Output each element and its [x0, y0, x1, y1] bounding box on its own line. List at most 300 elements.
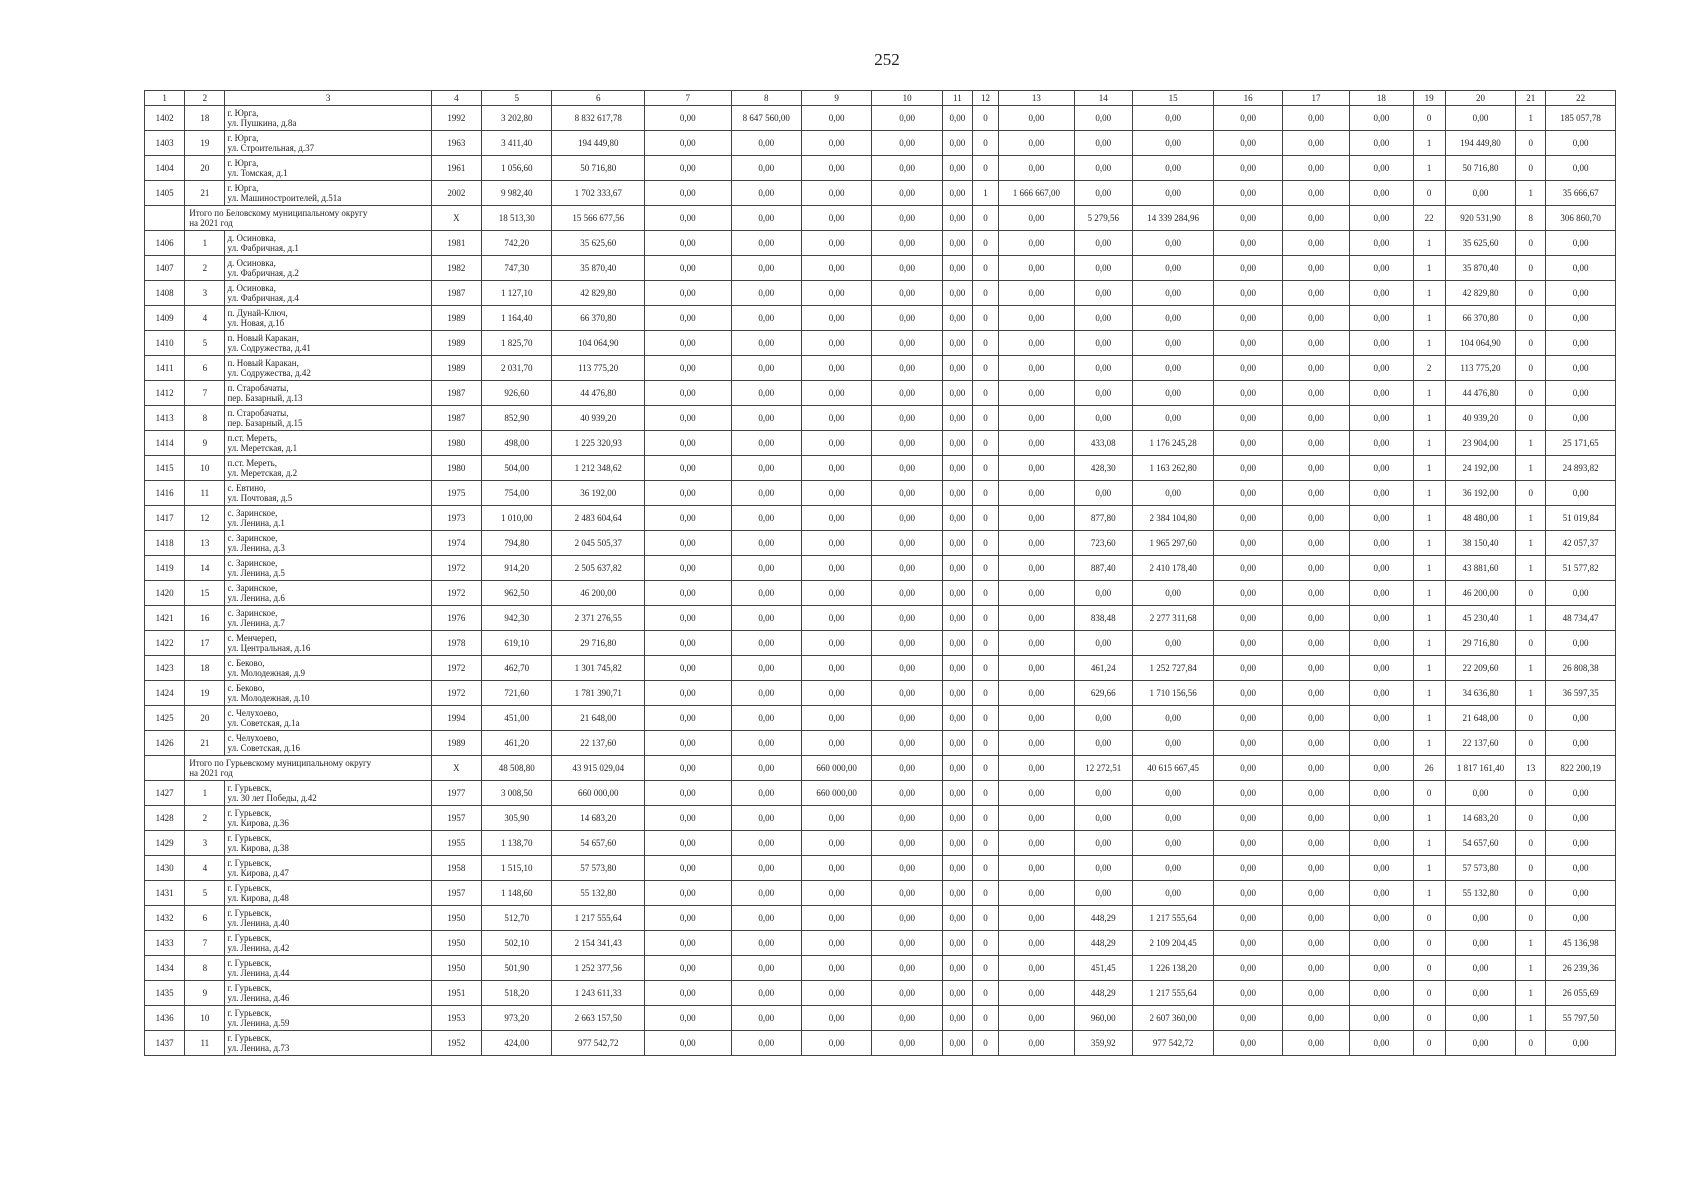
- table-row: [145, 956, 1616, 981]
- row-number: 1433: [145, 931, 185, 956]
- value-cell: 0,00: [999, 606, 1074, 631]
- value-cell: 0,00: [999, 781, 1074, 806]
- value-cell: 0,00: [999, 506, 1074, 531]
- value-cell: 0: [972, 406, 998, 431]
- value-cell: 9 982,40: [482, 181, 552, 206]
- value-cell: 0,00: [801, 556, 871, 581]
- value-cell: 0,00: [942, 806, 972, 831]
- year-cell: 1958: [431, 856, 481, 881]
- year-cell: 1957: [431, 806, 481, 831]
- year-cell: 1963: [431, 131, 481, 156]
- value-cell: 0: [972, 981, 998, 1006]
- value-cell: 0,00: [801, 806, 871, 831]
- value-cell: 1 056,60: [482, 156, 552, 181]
- item-index: 15: [185, 581, 225, 606]
- value-cell: 23 904,00: [1445, 431, 1515, 456]
- address-cell: [225, 356, 431, 381]
- year-cell: 1980: [431, 456, 481, 481]
- value-cell: 0: [972, 281, 998, 306]
- value-cell: 38 150,40: [1445, 531, 1515, 556]
- year-cell: 1981: [431, 231, 481, 256]
- total-label-line2: на 2021 год: [189, 218, 233, 228]
- table-row: [145, 106, 1616, 131]
- value-cell: 0,00: [731, 831, 801, 856]
- address-cell-line2: ул. Советская, д.16: [227, 743, 300, 753]
- value-cell: 0,00: [645, 181, 732, 206]
- value-cell: 0: [972, 381, 998, 406]
- value-cell: 2: [1413, 356, 1445, 381]
- value-cell: 0,00: [645, 731, 732, 756]
- value-cell: 0,00: [1132, 131, 1213, 156]
- item-index: 3: [185, 281, 225, 306]
- value-cell: 0: [1413, 1031, 1445, 1056]
- value-cell: 0,00: [1546, 481, 1616, 506]
- value-cell: 0,00: [731, 906, 801, 931]
- value-cell: 26 055,69: [1546, 981, 1616, 1006]
- value-cell: 24 893,82: [1546, 456, 1616, 481]
- value-cell: 0,00: [1445, 906, 1515, 931]
- value-cell: 0,00: [1282, 231, 1349, 256]
- value-cell: 0,00: [1132, 406, 1213, 431]
- value-cell: 0: [972, 831, 998, 856]
- column-header: 13: [999, 91, 1074, 106]
- value-cell: 0,00: [1282, 206, 1349, 231]
- value-cell: 42 057,37: [1546, 531, 1616, 556]
- row-number: 1416: [145, 481, 185, 506]
- value-cell: 1: [1516, 681, 1546, 706]
- value-cell: 14 339 284,96: [1132, 206, 1213, 231]
- value-cell: 0,00: [645, 456, 732, 481]
- value-cell: 0,00: [999, 956, 1074, 981]
- address-cell-line1: г. Гурьевск,: [227, 958, 272, 968]
- value-cell: 0,00: [1074, 406, 1132, 431]
- address-cell-line1: с. Менчереп,: [227, 633, 277, 643]
- value-cell: 0: [1413, 956, 1445, 981]
- value-cell: 0,00: [999, 381, 1074, 406]
- column-header: 6: [552, 91, 645, 106]
- row-number: 1415: [145, 456, 185, 481]
- value-cell: 0,00: [1546, 856, 1616, 881]
- value-cell: 0,00: [645, 1006, 732, 1031]
- value-cell: 0,00: [1282, 281, 1349, 306]
- value-cell: 1: [1413, 581, 1445, 606]
- value-cell: 0,00: [1132, 806, 1213, 831]
- register-table: [144, 90, 1616, 1056]
- value-cell: 0: [1516, 256, 1546, 281]
- value-cell: 0,00: [1445, 181, 1515, 206]
- value-cell: 0,00: [1282, 931, 1349, 956]
- value-cell: 0: [972, 606, 998, 631]
- item-index: 12: [185, 506, 225, 531]
- value-cell: 0,00: [1074, 631, 1132, 656]
- value-cell: 0,00: [645, 406, 732, 431]
- value-cell: 0: [1413, 981, 1445, 1006]
- value-cell: 0,00: [1214, 581, 1282, 606]
- value-cell: 0,00: [1445, 1006, 1515, 1031]
- value-cell: 518,20: [482, 981, 552, 1006]
- value-cell: 0,00: [1282, 681, 1349, 706]
- value-cell: 1: [1413, 331, 1445, 356]
- value-cell: 0,00: [1282, 856, 1349, 881]
- value-cell: 36 192,00: [1445, 481, 1515, 506]
- value-cell: 0,00: [731, 531, 801, 556]
- value-cell: 0,00: [942, 681, 972, 706]
- year-cell: 1972: [431, 681, 481, 706]
- value-cell: 0,00: [1546, 831, 1616, 856]
- row-number: 1423: [145, 656, 185, 681]
- table-row: [145, 181, 1616, 206]
- value-cell: 22: [1413, 206, 1445, 231]
- value-cell: 977 542,72: [552, 1031, 645, 1056]
- address-cell-line1: г. Гурьевск,: [227, 908, 272, 918]
- address-cell: [225, 556, 431, 581]
- address-cell-line1: с. Заринское,: [227, 583, 278, 593]
- address-cell: [225, 406, 431, 431]
- address-cell-line2: пер. Базарный, д.13: [227, 393, 303, 403]
- value-cell: 0,00: [999, 931, 1074, 956]
- year-cell: 1989: [431, 306, 481, 331]
- year-cell: 1950: [431, 906, 481, 931]
- address-cell: [225, 956, 431, 981]
- address-cell: [225, 881, 431, 906]
- year-cell: 1982: [431, 256, 481, 281]
- value-cell: 0,00: [942, 781, 972, 806]
- value-cell: 0,00: [645, 806, 732, 831]
- value-cell: 0,00: [1132, 356, 1213, 381]
- value-cell: 51 019,84: [1546, 506, 1616, 531]
- value-cell: 0,00: [1132, 256, 1213, 281]
- value-cell: 0,00: [1132, 706, 1213, 731]
- table-row: [145, 506, 1616, 531]
- value-cell: 0,00: [1350, 631, 1413, 656]
- row-number: 1406: [145, 231, 185, 256]
- table-row: [145, 306, 1616, 331]
- value-cell: 0,00: [1074, 881, 1132, 906]
- year-cell: 1961: [431, 156, 481, 181]
- address-cell: [225, 1031, 431, 1056]
- value-cell: 0,00: [999, 131, 1074, 156]
- value-cell: 0,00: [1132, 156, 1213, 181]
- value-cell: 1: [1516, 456, 1546, 481]
- value-cell: 0: [1413, 906, 1445, 931]
- value-cell: 0,00: [1132, 831, 1213, 856]
- value-cell: 0,00: [1546, 731, 1616, 756]
- value-cell: 0,00: [942, 1006, 972, 1031]
- value-cell: 0,00: [872, 431, 942, 456]
- value-cell: 0,00: [731, 806, 801, 831]
- row-number: 1424: [145, 681, 185, 706]
- value-cell: 0,00: [1074, 781, 1132, 806]
- value-cell: 0,00: [645, 506, 732, 531]
- value-cell: 0,00: [1214, 981, 1282, 1006]
- value-cell: 0,00: [1445, 981, 1515, 1006]
- value-cell: 0,00: [1350, 956, 1413, 981]
- value-cell: 2 505 637,82: [552, 556, 645, 581]
- value-cell: 0: [972, 806, 998, 831]
- value-cell: 0: [1516, 581, 1546, 606]
- table-row: [145, 856, 1616, 881]
- value-cell: 0: [972, 206, 998, 231]
- value-cell: 34 636,80: [1445, 681, 1515, 706]
- value-cell: 451,45: [1074, 956, 1132, 981]
- value-cell: 0,00: [801, 656, 871, 681]
- value-cell: 1 138,70: [482, 831, 552, 856]
- value-cell: 2 410 178,40: [1132, 556, 1213, 581]
- column-header: 22: [1546, 91, 1616, 106]
- value-cell: 0,00: [942, 756, 972, 781]
- value-cell: 0,00: [1214, 481, 1282, 506]
- item-index: 4: [185, 306, 225, 331]
- value-cell: 0,00: [731, 856, 801, 881]
- value-cell: 0: [972, 231, 998, 256]
- address-cell-line1: с. Заринское,: [227, 558, 278, 568]
- value-cell: 1 225 320,93: [552, 431, 645, 456]
- table-row: [145, 656, 1616, 681]
- value-cell: 0,00: [942, 306, 972, 331]
- value-cell: 0,00: [942, 656, 972, 681]
- value-cell: 0,00: [1132, 331, 1213, 356]
- value-cell: 504,00: [482, 456, 552, 481]
- address-cell-line2: ул. Фабричная, д.1: [227, 243, 299, 253]
- value-cell: 0,00: [872, 181, 942, 206]
- row-number: 1435: [145, 981, 185, 1006]
- address-cell-line2: ул. Кирова, д.48: [227, 893, 289, 903]
- value-cell: 1 710 156,56: [1132, 681, 1213, 706]
- value-cell: 462,70: [482, 656, 552, 681]
- value-cell: 0,00: [731, 456, 801, 481]
- value-cell: 0,00: [1214, 831, 1282, 856]
- value-cell: 0,00: [801, 306, 871, 331]
- value-cell: 0: [972, 656, 998, 681]
- value-cell: 0,00: [942, 356, 972, 381]
- value-cell: 852,90: [482, 406, 552, 431]
- value-cell: 0,00: [1214, 1031, 1282, 1056]
- value-cell: 12 272,51: [1074, 756, 1132, 781]
- year-cell: 1973: [431, 506, 481, 531]
- address-cell-line1: д. Осиновка,: [227, 258, 276, 268]
- value-cell: 0,00: [942, 1031, 972, 1056]
- year-cell: 1972: [431, 556, 481, 581]
- value-cell: 0,00: [645, 306, 732, 331]
- value-cell: 0: [972, 881, 998, 906]
- value-cell: 0,00: [1350, 756, 1413, 781]
- value-cell: 0,00: [942, 631, 972, 656]
- value-cell: 0,00: [1350, 981, 1413, 1006]
- total-label: [185, 206, 431, 231]
- value-cell: 0,00: [1546, 1031, 1616, 1056]
- value-cell: 21 648,00: [552, 706, 645, 731]
- address-cell-line1: г. Гурьевск,: [227, 983, 272, 993]
- value-cell: 0,00: [731, 156, 801, 181]
- value-cell: 0,00: [872, 681, 942, 706]
- address-cell: [225, 981, 431, 1006]
- value-cell: 0,00: [999, 306, 1074, 331]
- value-cell: 0,00: [872, 281, 942, 306]
- value-cell: 1: [1516, 656, 1546, 681]
- table-row: [145, 1006, 1616, 1031]
- total-label-line1: Итого по Гурьевскому муниципальному округу: [189, 758, 372, 768]
- value-cell: 0,00: [731, 406, 801, 431]
- value-cell: 0,00: [645, 606, 732, 631]
- value-cell: 0,00: [1350, 106, 1413, 131]
- value-cell: 0,00: [942, 156, 972, 181]
- year-cell: 1952: [431, 1031, 481, 1056]
- value-cell: 0,00: [1445, 1031, 1515, 1056]
- address-cell-line1: п. Новый Каракан,: [227, 358, 299, 368]
- value-cell: 1: [1516, 556, 1546, 581]
- value-cell: 0,00: [942, 706, 972, 731]
- table-body: [145, 106, 1616, 1056]
- value-cell: 0,00: [1546, 406, 1616, 431]
- value-cell: 305,90: [482, 806, 552, 831]
- value-cell: 512,70: [482, 906, 552, 931]
- value-cell: 0: [972, 356, 998, 381]
- value-cell: 0,00: [801, 456, 871, 481]
- value-cell: 0,00: [1214, 756, 1282, 781]
- value-cell: 0: [1516, 831, 1546, 856]
- value-cell: 0,00: [1214, 331, 1282, 356]
- value-cell: 0,00: [942, 956, 972, 981]
- value-cell: 0,00: [645, 931, 732, 956]
- row-number: 1414: [145, 431, 185, 456]
- address-cell-line1: п. Новый Каракан,: [227, 333, 299, 343]
- value-cell: 54 657,60: [552, 831, 645, 856]
- value-cell: 1: [1413, 881, 1445, 906]
- value-cell: 1: [1413, 531, 1445, 556]
- value-cell: 2 277 311,68: [1132, 606, 1213, 631]
- item-index: 4: [185, 856, 225, 881]
- column-header: 3: [225, 91, 431, 106]
- address-cell-line2: ул. Ленина, д.40: [227, 918, 290, 928]
- value-cell: 0,00: [1282, 956, 1349, 981]
- value-cell: 1: [1413, 806, 1445, 831]
- value-cell: 0,00: [1282, 881, 1349, 906]
- value-cell: 0,00: [645, 981, 732, 1006]
- value-cell: 0: [1516, 856, 1546, 881]
- row-number: 1408: [145, 281, 185, 306]
- value-cell: 1: [1516, 931, 1546, 956]
- value-cell: 0,00: [645, 231, 732, 256]
- year-cell: 2002: [431, 181, 481, 206]
- value-cell: 48 508,80: [482, 756, 552, 781]
- value-cell: 0,00: [645, 431, 732, 456]
- value-cell: 0,00: [999, 881, 1074, 906]
- value-cell: 0,00: [801, 156, 871, 181]
- year-cell: 1987: [431, 381, 481, 406]
- address-cell-line2: ул. 30 лет Победы, д.42: [227, 793, 317, 803]
- value-cell: 0,00: [801, 906, 871, 931]
- value-cell: 0,00: [1132, 381, 1213, 406]
- value-cell: 0,00: [801, 381, 871, 406]
- value-cell: 0,00: [645, 556, 732, 581]
- table-row: [145, 831, 1616, 856]
- value-cell: 0,00: [999, 231, 1074, 256]
- row-number: 1403: [145, 131, 185, 156]
- value-cell: 660 000,00: [801, 781, 871, 806]
- address-cell-line1: г. Юрга,: [227, 183, 259, 193]
- item-index: 8: [185, 956, 225, 981]
- value-cell: 0,00: [731, 481, 801, 506]
- value-cell: 1: [1413, 481, 1445, 506]
- value-cell: 2 371 276,55: [552, 606, 645, 631]
- table-row: [145, 156, 1616, 181]
- value-cell: 45 136,98: [1546, 931, 1616, 956]
- value-cell: 0,00: [1132, 181, 1213, 206]
- address-cell: [225, 231, 431, 256]
- value-cell: 0,00: [942, 906, 972, 931]
- value-cell: 0,00: [872, 831, 942, 856]
- value-cell: 0,00: [1350, 806, 1413, 831]
- value-cell: 0,00: [1350, 556, 1413, 581]
- value-cell: 0,00: [999, 756, 1074, 781]
- table-row: [145, 531, 1616, 556]
- value-cell: 0,00: [1074, 306, 1132, 331]
- item-index: 18: [185, 106, 225, 131]
- address-cell-line1: с. Беково,: [227, 658, 265, 668]
- value-cell: 0,00: [1546, 156, 1616, 181]
- value-cell: 1: [1413, 381, 1445, 406]
- value-cell: 0,00: [872, 506, 942, 531]
- value-cell: 0: [972, 156, 998, 181]
- value-cell: 1: [1413, 681, 1445, 706]
- table-row: [145, 256, 1616, 281]
- item-index: 14: [185, 556, 225, 581]
- value-cell: 0,00: [1074, 331, 1132, 356]
- value-cell: 629,66: [1074, 681, 1132, 706]
- address-cell-line1: г. Гурьевск,: [227, 833, 272, 843]
- table-row: [145, 881, 1616, 906]
- value-cell: 0,00: [1350, 706, 1413, 731]
- value-cell: 0,00: [872, 306, 942, 331]
- address-cell-line1: п. Старобачаты,: [227, 383, 289, 393]
- address-cell: [225, 106, 431, 131]
- value-cell: 1: [1413, 731, 1445, 756]
- value-cell: 0,00: [731, 231, 801, 256]
- value-cell: 0,00: [1214, 131, 1282, 156]
- value-cell: 0,00: [999, 156, 1074, 181]
- value-cell: 0,00: [1132, 581, 1213, 606]
- value-cell: 66 370,80: [552, 306, 645, 331]
- value-cell: 0,00: [1074, 256, 1132, 281]
- row-number: 1425: [145, 706, 185, 731]
- value-cell: 0,00: [1546, 381, 1616, 406]
- value-cell: 0,00: [872, 1031, 942, 1056]
- item-index: 1: [185, 781, 225, 806]
- column-header: 7: [645, 91, 732, 106]
- row-number: 1427: [145, 781, 185, 806]
- table-row: [145, 931, 1616, 956]
- value-cell: 0,00: [872, 256, 942, 281]
- value-cell: 21 648,00: [1445, 706, 1515, 731]
- column-header: 20: [1445, 91, 1515, 106]
- table-row: [145, 406, 1616, 431]
- value-cell: 0,00: [999, 681, 1074, 706]
- item-index: 18: [185, 656, 225, 681]
- value-cell: 0,00: [731, 356, 801, 381]
- year-cell: 1950: [431, 956, 481, 981]
- value-cell: 0,00: [1214, 881, 1282, 906]
- item-index: 9: [185, 431, 225, 456]
- value-cell: 0,00: [801, 131, 871, 156]
- value-cell: 0: [972, 106, 998, 131]
- value-cell: 0,00: [1282, 656, 1349, 681]
- value-cell: 0: [972, 131, 998, 156]
- value-cell: 2 384 104,80: [1132, 506, 1213, 531]
- table-row: [145, 581, 1616, 606]
- address-cell-line2: ул. Новая, д.1б: [227, 318, 285, 328]
- value-cell: 0: [972, 431, 998, 456]
- value-cell: 0: [972, 581, 998, 606]
